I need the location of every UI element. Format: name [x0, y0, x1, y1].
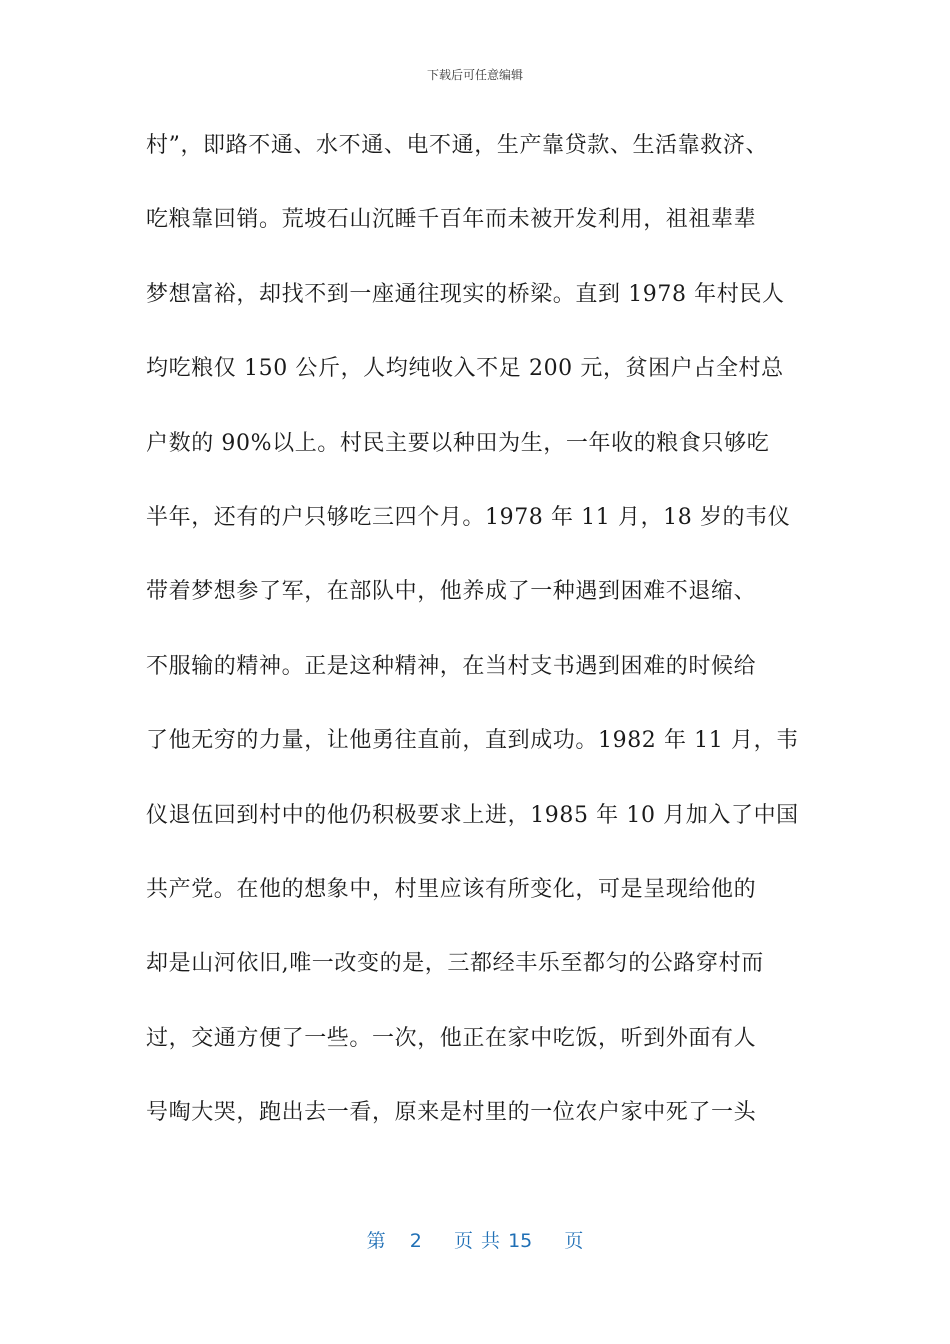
page-prefix: 第 — [366, 1230, 386, 1252]
text-line: 号啕大哭，跑出去一看，原来是村里的一位农户家中死了一头 — [146, 1100, 757, 1126]
text-line: 过，交通方便了一些。一次，他正在家中吃饭，听到外面有人 — [146, 1025, 757, 1051]
text-line: 带着梦想参了军，在部队中，他养成了一种遇到困难不退缩、 — [146, 579, 757, 605]
text-line: 共产党。在他的想象中，村里应该有所变化，可是呈现给他的 — [146, 876, 757, 902]
text-line: 梦想富裕，却找不到一座通往现实的桥梁。直到 1978 年村民人 — [146, 281, 785, 307]
text-line: 吃粮靠回销。荒坡石山沉睡千百年而未被开发利用，祖祖辈辈 — [146, 207, 757, 233]
page-middle: 页 共 — [453, 1230, 501, 1252]
current-page-number: 2 — [409, 1230, 422, 1252]
page-suffix: 页 — [564, 1230, 584, 1252]
text-line: 村”，即路不通、水不通、电不通，生产靠贷款、生活靠救济、 — [146, 133, 769, 158]
text-line: 不服输的精神。正是这种精神，在当村支书遇到困难的时候给 — [146, 653, 757, 679]
page-header-note: 下载后可任意编辑 — [426, 68, 523, 82]
page-number-footer — [0, 1226, 950, 1253]
document-body — [146, 124, 806, 1165]
text-line: 均吃粮仅 150 公斤，人均纯收入不足 200 元，贫困户占全村总 — [146, 356, 784, 382]
total-page-count: 15 — [508, 1230, 533, 1252]
text-line: 户数的 90%以上。村民主要以种田为生，一年收的粮食只够吃 — [146, 430, 770, 456]
text-line: 仪退伍回到村中的他仍积极要求上进，1985 年 10 月加入了中国 — [146, 802, 799, 828]
text-line: 半年，还有的户只够吃三四个月。1978 年 11 月，18 岁的韦仪 — [146, 504, 791, 530]
text-line: 了他无穷的力量，让他勇往直前，直到成功。1982 年 11 月，韦 — [146, 728, 799, 754]
text-line: 却是山河依旧,唯一改变的是，三都经丰乐至都匀的公路穿村而 — [146, 951, 764, 977]
